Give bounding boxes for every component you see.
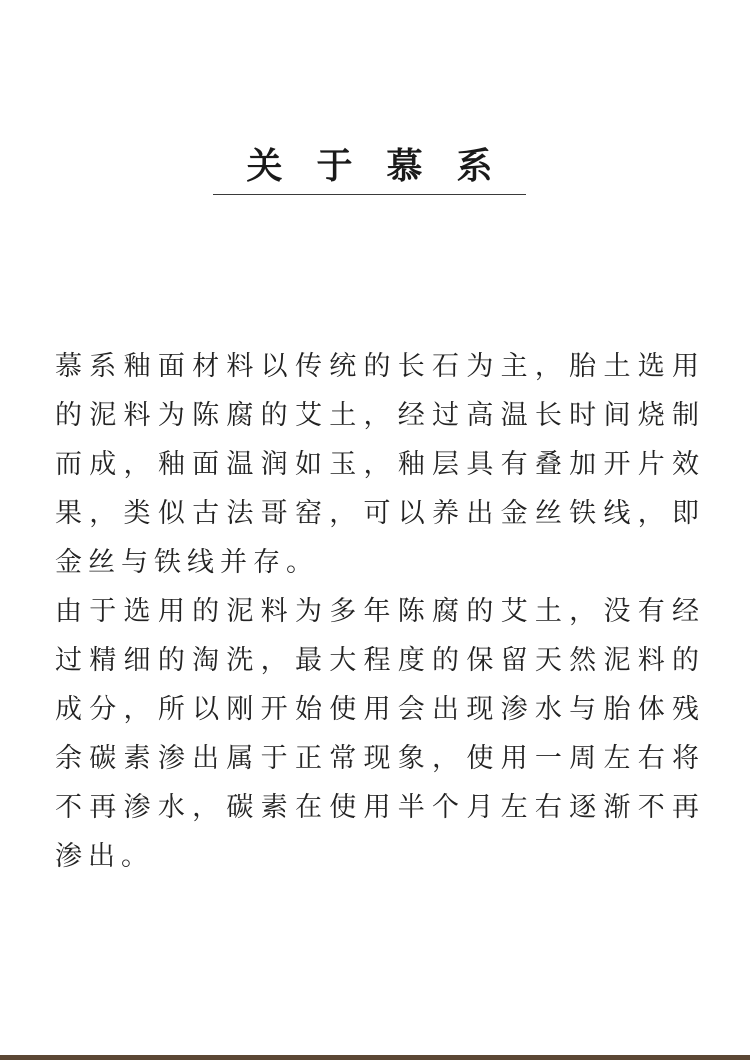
description-body [55, 342, 705, 881]
paragraph-clay: 由于选用的泥料为多年陈腐的艾土，没有经过精细的淘洗，最大程度的保留天然泥料的成分，所以刚开始使用会出现渗水与胎体残余碳素渗出属于正常现象，使用一周左右将不再渗水，碳素在使用半个月左右逐渐不再渗出。 [55, 596, 705, 872]
paragraph-glaze: 慕系釉面材料以传统的长石为主，胎土选用的泥料为陈腐的艾土，经过高温长时间烧制而成，釉面温润如玉，釉层具有叠加开片效果，类似古法哥窑，可以养出金丝铁线，即金丝与铁线并存。 [55, 351, 705, 578]
bottom-divider [0, 1055, 750, 1060]
section-header [213, 140, 526, 192]
page-title: 关于慕系 [246, 145, 527, 187]
title-underline [213, 194, 526, 195]
